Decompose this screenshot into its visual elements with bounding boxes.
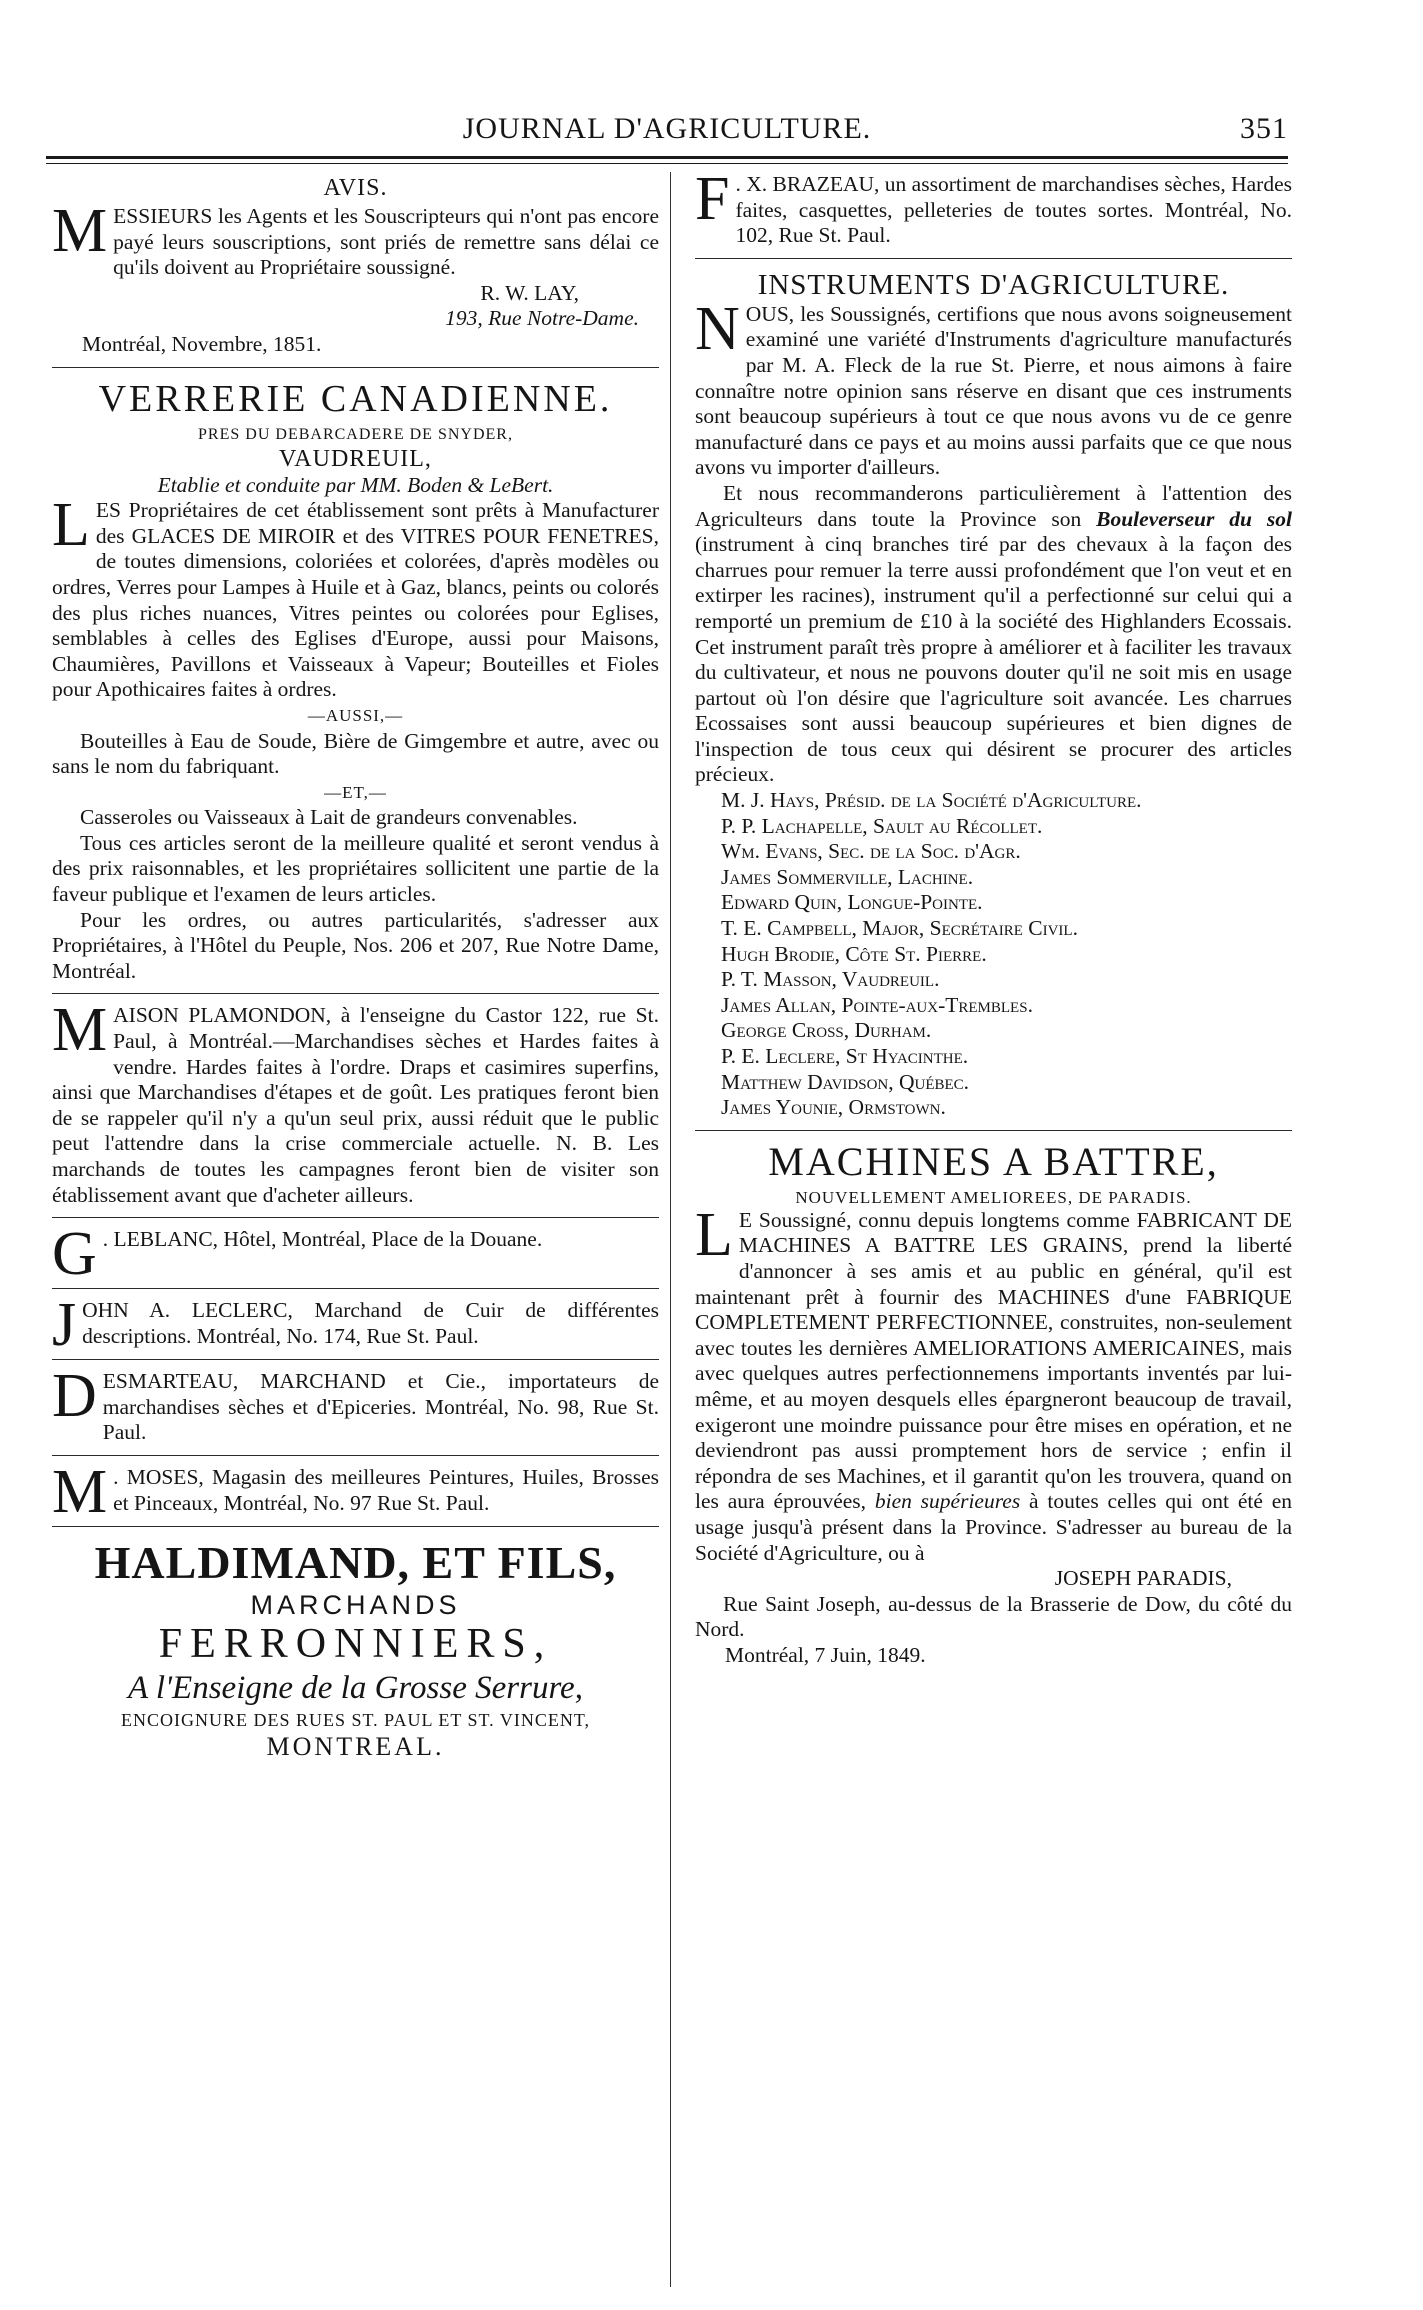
haldimand-name: HALDIMAND, ET FILS,: [94, 1536, 617, 1588]
signatory: James Sommerville, Lachine.: [721, 864, 974, 889]
separator: [695, 258, 1292, 259]
leclerc-body: OHN A. LECLERC, Marchand de Cuir de différentes descriptions. Montréal, No. 174, Rue St. Paul.: [82, 1298, 659, 1348]
separator: [695, 1130, 1292, 1131]
separator: [52, 1288, 659, 1289]
instruments-p1: OUS, les Soussignés, certifions que nous avons soigneusement examiné une variété d'Instruments d'agriculture manufacturés par M. A. Fleck de la rue St. Pierre, et nous aimons à faire connaître notre opinion sans réserve en disant que ces instruments sont beaucoup supérieurs à tout ce que nous avons vu de ce genre manufacturé dans ce pays et au moins aussi parfaits que ce que nous avons vu importer d'ailleurs.: [695, 301, 1292, 480]
instruments-p2-ital: Bouleverseur du sol: [1096, 506, 1292, 531]
verrerie-heading: VERRERIE CANADIENNE.: [98, 377, 613, 420]
desmarteau-body: ESMARTEAU, MARCHAND et Cie., importateurs de marchandises sèches et d'Epiceries. Montréal, No. 98, Rue St. Paul.: [102, 1369, 659, 1445]
signatory: P. T. Masson, Vaudreuil.: [721, 967, 940, 992]
verrerie-dropcap: L: [52, 491, 90, 560]
plamondon-ad: [52, 996, 659, 1208]
avis-signature-address: 193, Rue Notre-Dame.: [445, 306, 639, 331]
instruments-p2a: Et nous recommanderons particulièrement à l'attention des Agriculteurs dans toute la Province son: [695, 480, 1292, 531]
haldimand-enseigne: A l'Enseigne de la Grosse Serrure,: [128, 1669, 583, 1706]
verrerie-et: —ET,—: [324, 782, 387, 802]
signatories-list: [695, 788, 1292, 1121]
page-number: 351: [1240, 112, 1288, 145]
avis-body: ESSIEURS les Agents et les Souscripteurs qui n'ont pas encore payé leurs souscriptions, sont priés de remettre sans délai ce qu'ils doivent au Propriétaire soussigné.: [113, 204, 659, 280]
signatory: James Allan, Pointe-aux-Trembles.: [721, 992, 1033, 1017]
signatory: M. J. Hays, Présid. de la Société d'Agriculture.: [721, 788, 1142, 813]
avis-signature-name: R. W. LAY,: [480, 280, 579, 305]
haldimand-ferronniers: FERRONNIERS,: [158, 1620, 553, 1667]
verrerie-p2: Bouteilles à Eau de Soude, Bière de Gimgembre et autre, avec ou sans le nom du fabriquant.: [52, 728, 659, 779]
signatory: T. E. Campbell, Major, Secrétaire Civil.: [721, 916, 1078, 941]
moses-ad: [52, 1457, 659, 1526]
brazeau-ad: [695, 165, 1292, 249]
signatory: Wm. Evans, Sec. de la Soc. d'Agr.: [721, 839, 1021, 864]
haldimand-ad: [52, 1536, 659, 1762]
machines-p1b: à toutes celles qui ont été en usage jusqu'à présent dans la Province. S'adresser au bureau de la Société d'Agriculture, ou à: [695, 1489, 1293, 1565]
verrerie-ad: [52, 377, 659, 985]
machines-ad: [695, 1140, 1292, 1669]
instruments-dropcap: N: [695, 294, 740, 363]
separator: [52, 993, 659, 994]
leblanc-ad: [52, 1220, 659, 1289]
verrerie-p4: Tous ces articles seront de la meilleure qualité et seront vendus à des prix raisonnables, et les propriétaires sollicitent une partie de la faveur publique et l'examen de leurs articles.: [52, 830, 659, 907]
moses-dropcap: M: [52, 1457, 108, 1526]
machines-signature: JOSEPH PARADIS,: [1054, 1566, 1232, 1591]
leblanc-body: . LEBLANC, Hôtel, Montréal, Place de la Douane.: [102, 1227, 543, 1252]
haldimand-city: MONTREAL.: [266, 1731, 445, 1761]
avis-dropcap: M: [52, 197, 108, 265]
desmarteau-ad: [52, 1362, 659, 1446]
signatory: Hugh Brodie, Côte St. Pierre.: [721, 941, 987, 966]
plamondon-dropcap: M: [52, 996, 108, 1065]
signatory: P. E. Leclere, St Hyacinthe.: [721, 1044, 969, 1068]
column-divider: [670, 172, 671, 2287]
signatory: P. P. Lachapelle, Sault au Récollet.: [721, 813, 1043, 838]
machines-heading: MACHINES A BATTRE,: [768, 1138, 1219, 1184]
separator: [52, 1359, 659, 1360]
journal-title: JOURNAL D'AGRICULTURE.: [462, 112, 872, 145]
verrerie-subheading: PRES DU DEBARCADERE DE SNYDER,: [198, 425, 513, 443]
avis-heading: AVIS.: [323, 175, 388, 201]
signatory: James Younie, Ormstown.: [721, 1095, 946, 1120]
verrerie-p5: Pour les ordres, ou autres particularités, s'adresser aux Propriétaires, à l'Hôtel du Peuple, Nos. 206 et 207, Rue Notre Dame, Montréal.: [52, 907, 659, 983]
header-rule-thin: [46, 163, 1288, 164]
plamondon-body: AISON PLAMONDON, à l'enseigne du Castor 122, rue St. Paul, à Montréal.—Marchandises sèches et Hardes faites à vendre. Hardes faites à l'ordre. Draps et casimires superfins, ainsi que Marchandises d'étapes et de goût. Les pratiques feront bien de se rappeler qu'il n'y a qu'un seul prix, aussi réduit que le public peut l'attendre dans la crise commerciale actuelle. N. B. Les marchands de toutes les campagnes feront bien de visiter son établissement avant que d'acheter ailleurs.: [52, 1003, 659, 1207]
avis-date: Montréal, Novembre, 1851.: [82, 331, 322, 356]
verrerie-aussi: —AUSSI,—: [307, 705, 404, 725]
separator: [52, 367, 659, 368]
brazeau-body: . X. BRAZEAU, un assortiment de marchandises sèches, Hardes faites, casquettes, pelleteries de toutes sortes. Montréal, No. 102, Rue St. Paul.: [735, 172, 1292, 248]
machines-date: Montréal, 7 Juin, 1849.: [725, 1642, 926, 1667]
verrerie-place: VAUDREUIL,: [279, 445, 432, 472]
verrerie-p1: ES Propriétaires de cet établissement sont prêts à Manufacturer des GLACES DE MIROIR et des VITRES POUR FENETRES, de toutes dimensions, coloriées et colorées, d'après modèles ou ordres, Verres pour Lampes à Huile et à Gaz, blancs, peints ou colorés des plus riches nuances, Vitres peintes ou colorées pour Eglises, semblables à celles des Eglises d'Europe, aussi pour Maisons, Chaumières, Pavillons et Vaisseaux à Vapeur; Bouteilles et Fioles pour Apothicaires faites à ordres.: [52, 498, 659, 702]
haldimand-marchands: MARCHANDS: [250, 1589, 461, 1620]
avis-notice: [52, 172, 659, 358]
machines-subheading: NOUVELLEMENT AMELIOREES, DE PARADIS.: [795, 1187, 1192, 1207]
header-rule: [46, 156, 1288, 159]
leclerc-ad: [52, 1291, 659, 1360]
brazeau-dropcap: F: [695, 165, 730, 233]
signatory: Matthew Davidson, Québec.: [721, 1069, 970, 1094]
right-column: [695, 165, 1293, 1676]
verrerie-p3: Casseroles ou Vaisseaux à Lait de grandeurs convenables.: [80, 805, 578, 830]
instruments-heading: INSTRUMENTS D'AGRICULTURE.: [757, 268, 1230, 301]
moses-body: . MOSES, Magasin des meilleures Peintures, Huiles, Brosses et Pinceaux, Montréal, No. 97 Rue St. Paul.: [113, 1464, 659, 1515]
leblanc-dropcap: G: [52, 1220, 97, 1289]
machines-p1a: E Soussigné, connu depuis longtems comme FABRICANT DE MACHINES A BATTRE LES GRAINS, prend la liberté d'annoncer à ses amis et au public en général, qu'il est maintenant prêt à fournir des MACHINES d'une FABRIQUE COMPLETEMENT PERFECTIONNEE, construites, non-seulement avec toutes les dernières AMELIORATIONS AMERICAINES, mais avec quelques autres perfectionnemens importants inventés par lui-même, et au moyen desquels elles épargneront beaucoup de travail, exigeront une moindre puissance pour être mises en opération, et ne deviendront pas aussi promptement hors de service ; enfin il répondra de ses Machines, et il garantit qu'on les trouvera, quand on les aura éprouvées,: [695, 1207, 1292, 1514]
signatory: Edward Quin, Longue-Pointe.: [721, 890, 983, 915]
desmarteau-dropcap: D: [52, 1362, 97, 1431]
machines-p1-ital: bien supérieures: [874, 1489, 1021, 1514]
machines-address: Rue Saint Joseph, au-dessus de la Brasserie de Dow, du côté du Nord.: [695, 1591, 1292, 1642]
instruments-ad: [695, 268, 1292, 1121]
left-column: [52, 172, 659, 1770]
machines-dropcap: L: [695, 1200, 733, 1269]
separator: [52, 1455, 659, 1456]
haldimand-encoignure: ENCOIGNURE DES RUES ST. PAUL ET ST. VINCENT,: [120, 1709, 591, 1730]
instruments-p2b: (instrument à cinq branches tiré par des chevaux à la façon des charrues pour remuer la terre aussi profondément que l'on veut et en extirper les racines), instrument qu'il a perfectionné sur celui qui a remporté un premium de £10 à la société des Highlanders Ecossais. Cet instrument paraît très propre à améliorer et à faciliter les travaux du cultivateur, et nous ne pouvons douter qu'il ne soit mis en usage partout où l'on désire que l'agriculture soit avancée. Les charrues Ecossaises sont aussi beaucoup supérieures et bien dignes de l'inspection de tous ceux qui désirent se procurer des articles précieux.: [695, 532, 1292, 787]
verrerie-established: Etablie et conduite par MM. Boden & LeBert.: [157, 472, 554, 497]
signatory: George Cross, Durham.: [721, 1018, 932, 1043]
leclerc-dropcap: J: [52, 1291, 77, 1360]
separator: [52, 1526, 659, 1527]
page-header: [46, 108, 1288, 152]
separator: [52, 1217, 659, 1218]
